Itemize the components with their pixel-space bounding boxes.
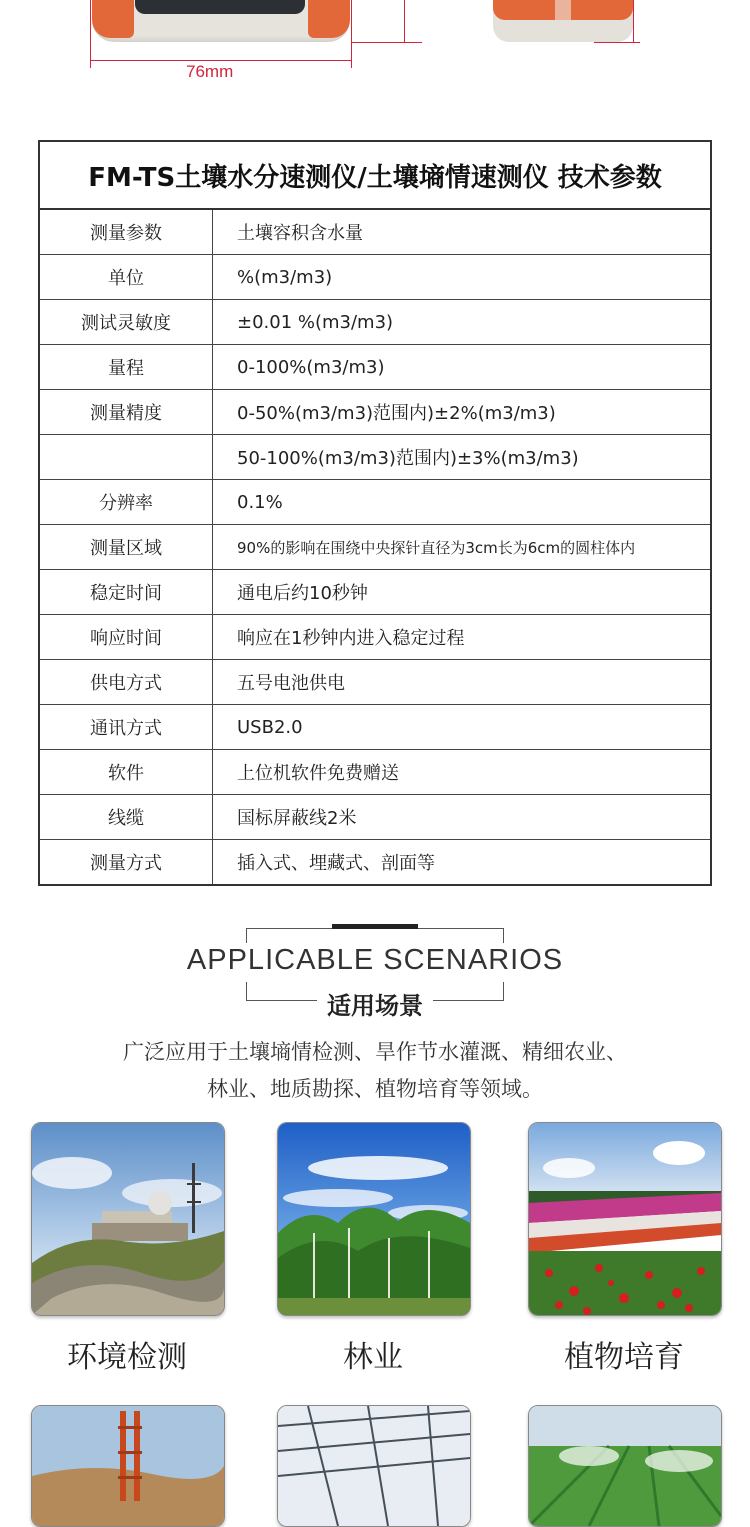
- spec-key: 软件: [39, 750, 213, 795]
- spec-value: 五号电池供电: [213, 660, 712, 705]
- device-side-strap: [555, 0, 571, 20]
- spec-key: 响应时间: [39, 615, 213, 660]
- dimension-label: 76mm: [186, 62, 234, 81]
- table-row: [39, 480, 711, 525]
- table-row: [39, 390, 711, 435]
- table-row: [39, 209, 711, 255]
- spec-key: 线缆: [39, 795, 213, 840]
- scenarios-header: [0, 920, 750, 1020]
- scenario-photo-geological-drilling: [31, 1405, 225, 1527]
- dimension-side-tick: [633, 0, 634, 42]
- spec-key: 测试灵敏度: [39, 300, 213, 345]
- spec-key: 单位: [39, 255, 213, 300]
- spec-key: 测量区域: [39, 525, 213, 570]
- scenarios-desc-line-2: 林业、地质勘探、植物培育等领域。: [207, 1077, 543, 1101]
- table-row: [39, 525, 711, 570]
- spec-value: 土壤容积含水量: [213, 209, 712, 255]
- table-row: [39, 255, 711, 300]
- spec-key: 通讯方式: [39, 705, 213, 750]
- spec-value: 90%的影响在围绕中央探针直径为3cm长为6cm的圆柱体内: [213, 525, 712, 570]
- spec-key: 分辨率: [39, 480, 213, 525]
- spec-key: 量程: [39, 345, 213, 390]
- table-row: [39, 570, 711, 615]
- table-row: [39, 660, 711, 705]
- scenarios-description: [60, 1034, 690, 1108]
- scenario-photo-plant-cultivation: [528, 1122, 722, 1316]
- spec-value: 国标屏蔽线2米: [213, 795, 712, 840]
- scenario-label-environment: 环境检测: [67, 1340, 187, 1375]
- scenario-label-forestry: 林业: [343, 1340, 403, 1375]
- dimension-tick-right: [351, 0, 352, 68]
- spec-key: 供电方式: [39, 660, 213, 705]
- scenario-photo-environment: [31, 1122, 225, 1316]
- spec-value: 0.1%: [213, 480, 712, 525]
- header-bracket-top: [246, 928, 504, 943]
- spec-value: 上位机软件免费赠送: [213, 750, 712, 795]
- device-screen: [135, 0, 305, 14]
- table-row: [39, 795, 711, 840]
- spec-key: 测量方式: [39, 840, 213, 886]
- device-right-bumper: [308, 0, 350, 38]
- scenario-photo-forestry: [277, 1122, 471, 1316]
- spec-key: 测量参数: [39, 209, 213, 255]
- table-row: [39, 345, 711, 390]
- spec-value: USB2.0: [213, 705, 712, 750]
- spec-value: 0-100%(m3/m3): [213, 345, 712, 390]
- scenario-label-plant-cultivation: 植物培育: [564, 1340, 684, 1375]
- table-row: [39, 300, 711, 345]
- header-accent-bar: [332, 924, 418, 929]
- dimension-tick-left: [90, 0, 91, 68]
- scenarios-title-cn: 适用场景: [317, 992, 433, 1020]
- spec-key: 稳定时间: [39, 570, 213, 615]
- spec-key: [39, 435, 213, 480]
- spec-value: 0-50%(m3/m3)范围内)±2%(m3/m3): [213, 390, 712, 435]
- table-row: [39, 615, 711, 660]
- dimension-side-base: [594, 42, 640, 43]
- scenarios-title-cn-wrap: [0, 986, 750, 1021]
- spec-value: 通电后约10秒钟: [213, 570, 712, 615]
- scenario-photo-greenhouse: [277, 1405, 471, 1527]
- table-row: [39, 840, 711, 886]
- spec-value: 响应在1秒钟内进入稳定过程: [213, 615, 712, 660]
- spec-table: [38, 140, 712, 886]
- scenarios-title-en: APPLICABLE SCENARIOS: [186, 944, 564, 976]
- device-left-bumper: [92, 0, 134, 38]
- device-dimension-figure: [0, 0, 750, 100]
- dimension-width-line: [90, 60, 352, 61]
- scenario-photo-irrigation: [528, 1405, 722, 1527]
- spec-key: 测量精度: [39, 390, 213, 435]
- table-row: [39, 750, 711, 795]
- spec-value: 50-100%(m3/m3)范围内)±3%(m3/m3): [213, 435, 712, 480]
- table-row: [39, 435, 711, 480]
- spec-value: %(m3/m3): [213, 255, 712, 300]
- scenarios-desc-line-1: 广泛应用于土壤墒情检测、旱作节水灌溉、精细农业、: [123, 1040, 627, 1064]
- spec-value: 插入式、埋藏式、剖面等: [213, 840, 712, 886]
- spec-title-row: [39, 141, 711, 209]
- table-row: [39, 705, 711, 750]
- dimension-height-base: [352, 42, 422, 43]
- spec-title: FM-TS土壤水分速测仪/土壤墒情速测仪 技术参数: [39, 141, 711, 209]
- spec-value: ±0.01 %(m3/m3): [213, 300, 712, 345]
- dimension-height-tick: [404, 0, 405, 42]
